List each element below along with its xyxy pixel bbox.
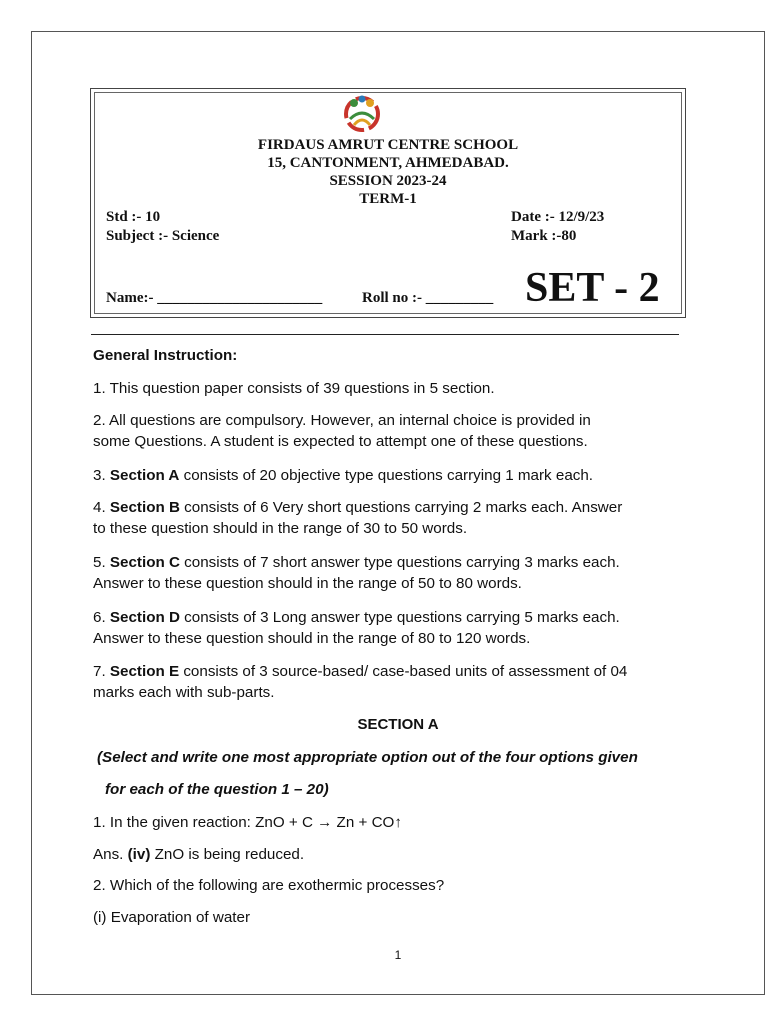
instruction-6-line1: 6. Section D consists of 3 Long answer type questions carrying 5 marks each. (93, 609, 620, 626)
instruction-5-line2: Answer to these question should in the range of 50 to 80 words. (93, 575, 522, 592)
section-a-note-line1: (Select and write one most appropriate option out of the four options given (97, 749, 638, 766)
school-name: FIRDAUS AMRUT CENTRE SCHOOL (257, 137, 519, 153)
section-b-label: Section B (109, 499, 180, 516)
instruction-3: 3. Section A consists of 20 objective type questions carrying 1 mark each. (93, 467, 594, 484)
instruction-2-line2: some Questions. A student is expected to attempt one of these questions. (93, 433, 588, 450)
roll-no-field: Roll no :- _________ (362, 290, 494, 306)
subject: Subject :- Science (106, 228, 220, 244)
instruction-7-line1: 7. Section E consists of 3 source-based/ case-based units of assessment of 04 (93, 663, 628, 680)
question-1: 1. In the given reaction: ZnO + C → Zn + CO↑ (93, 814, 402, 831)
instruction-1: 1. This question paper consists of 39 questions in 5 section. (93, 380, 495, 397)
school-address: 15, CANTONMENT, AHMEDABAD. (267, 155, 509, 171)
instruction-5-line1: 5. Section C consists of 7 short answer type questions carrying 3 marks each. (93, 554, 620, 571)
name-field: Name:- ______________________ (106, 290, 323, 306)
instruction-4-line2: to these question should in the range of 30 to 50 words. (93, 520, 468, 537)
school-logo-icon (340, 93, 384, 133)
mark: Mark :-80 (511, 228, 577, 244)
page-number: 1 (394, 948, 402, 962)
instruction-7-line2: marks each with sub-parts. (93, 684, 275, 701)
section-e-label: Section E (109, 663, 180, 680)
question-2-option-1: (i) Evaporation of water (93, 909, 251, 926)
section-a-title: SECTION A (357, 716, 439, 733)
std: Std :- 10 (106, 209, 161, 225)
instruction-6-line2: Answer to these question should in the range of 80 to 120 words. (93, 630, 531, 647)
answer-1: Ans. (iv) ZnO is being reduced. (93, 846, 305, 863)
section-c-label: Section C (109, 554, 180, 571)
set-number: SET - 2 (525, 265, 660, 311)
divider (91, 334, 679, 335)
section-d-label: Section D (109, 609, 180, 626)
section-a-note-line2: for each of the question 1 – 20) (105, 781, 329, 798)
date: Date :- 12/9/23 (511, 209, 605, 225)
term: TERM-1 (359, 191, 417, 207)
instructions-heading: General Instruction: (93, 347, 238, 364)
section-a-label: Section A (109, 467, 180, 484)
session: SESSION 2023-24 (329, 173, 447, 189)
instruction-2-line1: 2. All questions are compulsory. However, an internal choice is provided in (93, 412, 591, 429)
question-2: 2. Which of the following are exothermic processes? (93, 877, 445, 894)
instruction-4-line1: 4. Section B consists of 6 Very short questions carrying 2 marks each. Answer (93, 499, 623, 516)
